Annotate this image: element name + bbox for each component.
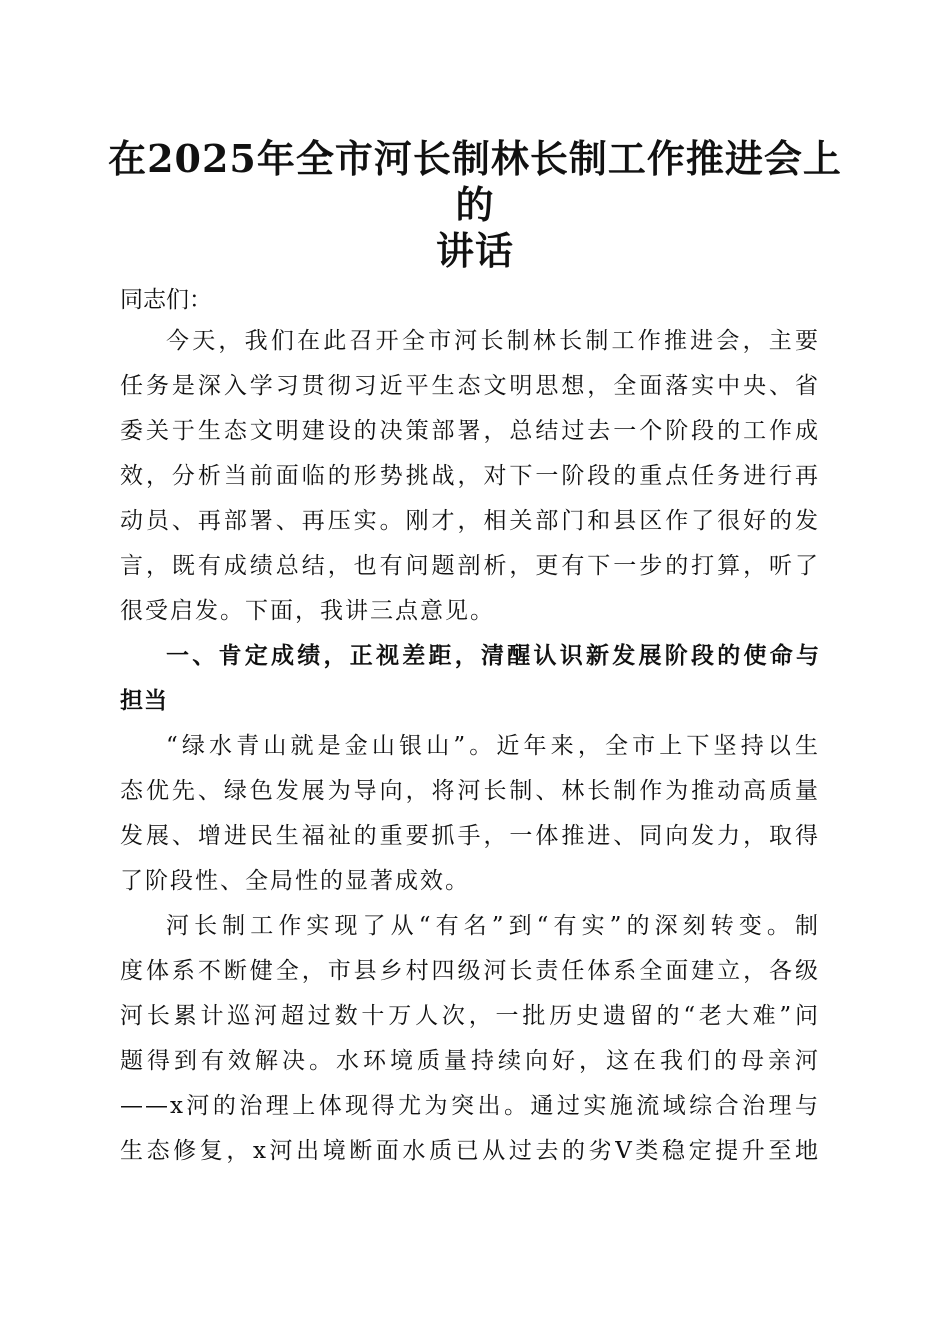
title-line: 讲话 — [435, 228, 514, 273]
document-title — [100, 136, 850, 274]
paragraph-line: ——x河的治理上体现得尤为突出。通过实施流域综合治理与 — [120, 1093, 820, 1119]
paragraph-line: 度体系不断健全，市县乡村四级河长责任体系全面建立，各级 — [120, 958, 820, 984]
section-heading: 担当 — [120, 687, 168, 714]
paragraph-line: 态优先、绿色发展为导向，将河长制、林长制作为推动高质量 — [120, 778, 820, 804]
paragraph-line: 河长累计巡河超过数十万人次，一批历史遗留的“老大难”问 — [120, 1003, 820, 1029]
paragraph-line: 效，分析当前面临的形势挑战，对下一阶段的重点任务进行再 — [120, 463, 820, 489]
paragraph-line: 委关于生态文明建设的决策部署，总结过去一个阶段的工作成 — [120, 418, 820, 444]
paragraph-line: 河长制工作实现了从“有名”到“有实”的深刻转变。制 — [166, 913, 820, 939]
paragraph-line: 言，既有成绩总结，也有问题剖析，更有下一步的打算，听了 — [120, 553, 820, 579]
section-heading: 一、肯定成绩，正视差距，清醒认识新发展阶段的使命与 — [166, 642, 820, 669]
paragraph-line: 了阶段性、全局性的显著成效。 — [120, 868, 470, 894]
paragraph-line: 很受启发。下面，我讲三点意见。 — [120, 598, 495, 624]
paragraph-line: 任务是深入学习贯彻习近平生态文明思想，全面落实中央、省 — [120, 373, 820, 399]
paragraph-line: 发展、增进民生福祉的重要抓手，一体推进、同向发力，取得 — [120, 823, 820, 849]
paragraph-line: 今天，我们在此召开全市河长制林长制工作推进会，主要 — [166, 328, 820, 354]
paragraph-line: 生态修复，x河出境断面水质已从过去的劣Ⅴ类稳定提升至地 — [120, 1138, 820, 1164]
paragraph-line: 题得到有效解决。水环境质量持续向好，这在我们的母亲河 — [120, 1048, 820, 1074]
salutation: 同志们： — [120, 287, 212, 313]
paragraph-line: 动员、再部署、再压实。刚才，相关部门和县区作了很好的发 — [120, 508, 820, 534]
paragraph-line: “绿水青山就是金山银山”。近年来，全市上下坚持以生 — [166, 733, 820, 759]
title-line: 在2025年全市河长制林长制工作推进会上的 — [108, 136, 842, 227]
